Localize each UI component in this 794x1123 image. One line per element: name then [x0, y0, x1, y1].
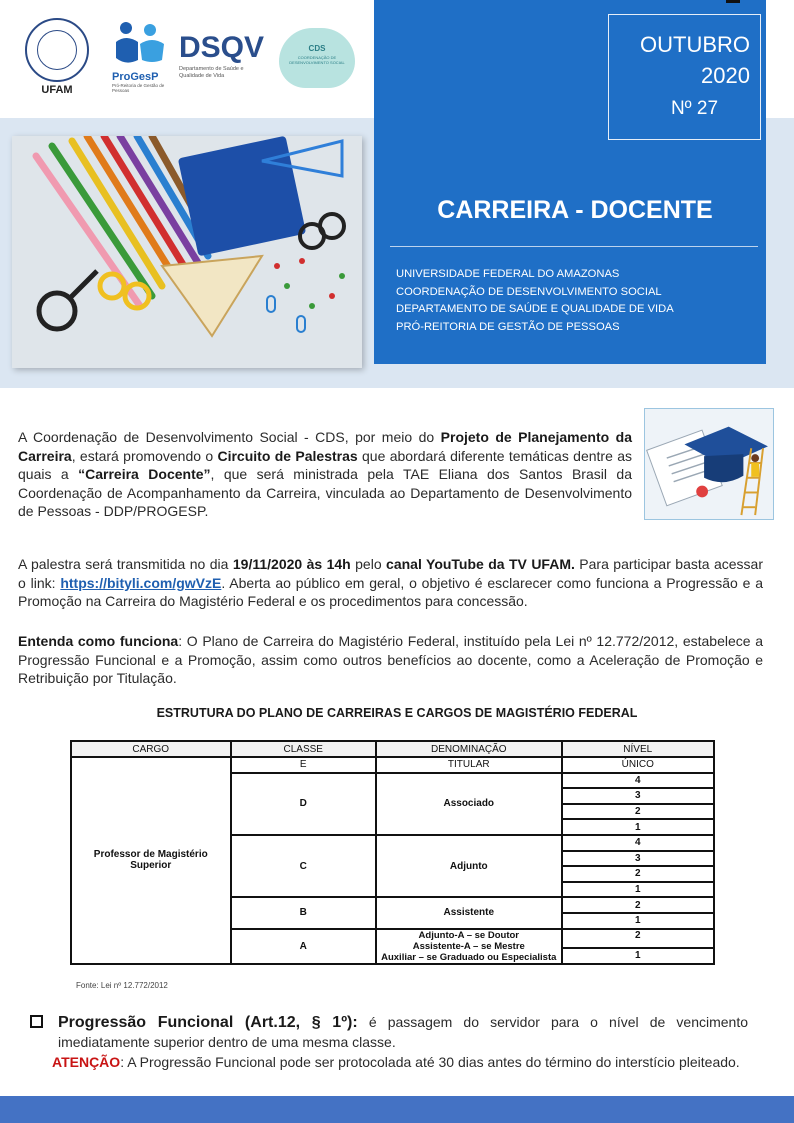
progression-bullet	[30, 1013, 748, 1051]
attention-label: ATENÇÃO	[52, 1054, 121, 1070]
denominacao-cell: Adjunto	[376, 835, 562, 897]
header-nivel: NÍVEL	[562, 741, 714, 757]
nivel-cell: 4	[562, 835, 714, 851]
intro-paragraph	[18, 428, 632, 521]
nivel-cell: 1	[562, 948, 714, 964]
denominacao-line: Adjunto-A – se Doutor	[418, 929, 519, 941]
lecture-channel: canal YouTube da TV UFAM.	[386, 556, 575, 572]
classe-cell: B	[231, 897, 377, 928]
intro-text: A Coordenação de Desenvolvimento Social - CDS, por meio do	[18, 429, 441, 445]
issue-month: OUTUBRO	[640, 32, 750, 57]
denominacao-cell	[376, 929, 562, 964]
header-cargo: CARGO	[71, 741, 231, 757]
table-source: Fonte: Lei nº 12.772/2012	[76, 981, 168, 990]
nivel-cell: 1	[562, 882, 714, 898]
progesp-people-icon	[112, 20, 168, 66]
lecture-text: Para participar basta acessar o link:	[18, 556, 763, 591]
lecture-paragraph	[18, 555, 763, 611]
footer-bar	[0, 1096, 794, 1123]
dsqv-label: DSQV	[179, 31, 265, 64]
nivel-cell: 2	[562, 897, 714, 913]
ufam-seal-icon	[25, 18, 89, 82]
table-header-row	[71, 741, 714, 757]
table-title: ESTRUTURA DO PLANO DE CARREIRAS E CARGOS DE MAGISTÉRIO FEDERAL	[156, 706, 638, 720]
explanation-paragraph	[18, 632, 763, 688]
dsqv-subtitle: Departamento de Saúde e Qualidade de Vida	[179, 66, 244, 79]
nivel-cell: 2	[562, 929, 714, 948]
title-divider	[390, 246, 758, 247]
classe-cell: C	[231, 835, 377, 897]
org-line: DEPARTAMENTO DE SAÚDE E QUALIDADE DE VIDA	[396, 303, 674, 315]
ufam-label: UFAM	[41, 84, 73, 96]
denominacao-cell: Associado	[376, 773, 562, 835]
denominacao-cell: TITULAR	[376, 757, 562, 773]
classe-cell: A	[231, 929, 377, 964]
cargo-cell: Professor de Magistério Superior	[71, 757, 231, 964]
nivel-cell: 2	[562, 804, 714, 820]
career-structure-table	[70, 740, 715, 965]
denominacao-line: Auxiliar – se Graduado ou Especialista	[381, 951, 557, 963]
org-line: COORDENAÇÃO DE DESENVOLVIMENTO SOCIAL	[396, 285, 662, 298]
progesp-label: ProGesP	[112, 71, 159, 83]
newsletter-title: CARREIRA - DOCENTE	[437, 196, 713, 224]
dsqv-logo	[179, 33, 264, 80]
org-line: UNIVERSIDADE FEDERAL DO AMAZONAS	[396, 268, 620, 280]
checkbox-bullet-icon	[30, 1015, 43, 1028]
classe-cell: D	[231, 773, 377, 835]
issue-box	[608, 14, 761, 140]
school-supplies-photo	[12, 136, 362, 368]
attention-text: : A Progressão Funcional pode ser protocolada até 30 dias antes do término do interstício pleiteado.	[120, 1054, 740, 1070]
intro-lecture-name: “Carreira Docente”	[78, 466, 211, 483]
lecture-link[interactable]: https://bityli.com/gwVzE	[60, 574, 222, 591]
explanation-heading: Entenda como funciona	[18, 633, 179, 649]
cds-logo	[279, 28, 355, 88]
table-row	[71, 757, 714, 773]
intro-circuit-name: Circuito de Palestras	[217, 447, 358, 464]
graduation-cap-illustration	[644, 408, 774, 520]
attention-note	[18, 1053, 749, 1072]
cds-subtitle: COORDENAÇÃO DE DESENVOLVIMENTO SOCIAL	[289, 55, 345, 65]
progesp-logo	[112, 20, 176, 93]
header-denominacao: DENOMINAÇÃO	[376, 741, 562, 757]
nivel-cell: 4	[562, 773, 714, 789]
classe-cell: E	[231, 757, 377, 773]
progression-text: é passagem do servidor para o nível de vencimento imediatamente superior dentro de uma mesma classe.	[58, 1014, 749, 1050]
organization-list	[396, 266, 674, 336]
nivel-cell: 1	[562, 913, 714, 929]
nivel-cell: 2	[562, 866, 714, 882]
nivel-cell: 3	[562, 788, 714, 804]
intro-project-name: Projeto de Planejamento da Carreira	[18, 429, 632, 464]
org-line: PRÓ-REITORIA DE GESTÃO DE PESSOAS	[396, 320, 620, 333]
header-classe: CLASSE	[231, 741, 377, 757]
lecture-text: . Aberta ao público em geral, o objetivo é esclarecer como funciona a Progressão e a Promoção na Carreira do Magistério Federal e os procedimentos para concessão.	[18, 574, 764, 610]
logo-strip	[0, 0, 374, 118]
issue-number: Nº 27	[670, 98, 719, 119]
lecture-text: A palestra será transmitida no dia	[18, 556, 233, 572]
lecture-text: pelo	[350, 556, 387, 572]
ufam-logo	[22, 18, 92, 96]
denominacao-line: Assistente-A – se Mestre	[412, 940, 525, 952]
lecture-date: 19/11/2020 às 14h	[232, 556, 351, 572]
denominacao-cell: Assistente	[376, 897, 562, 928]
nivel-cell: 3	[562, 851, 714, 867]
intro-text: , estará promovendo o	[71, 447, 218, 464]
intro-text: , que será ministrada pela TAE Eliana dos Santos Brasil da Coordenação de Acompanhamento da Carreira, vinculada ao Departamento de Desenvolvimento de Pessoas - DDP/PROGESP.	[18, 466, 632, 520]
progesp-subtitle: Pró-Reitoria de Gestão de Pessoas	[112, 83, 165, 93]
corner-mark	[726, 0, 740, 3]
progression-heading: Progressão Funcional (Art.12, § 1º):	[58, 1014, 358, 1031]
nivel-cell: 1	[562, 819, 714, 835]
cds-label: CDS	[308, 44, 326, 53]
explanation-text: : O Plano de Carreira do Magistério Federal, instituído pela Lei nº 12.772/2012, estabelece a Progressão Funcional e a Promoção, assim como outros benefícios ao docente, como a Aceleração de Promoção e Retribuição por Titulação.	[18, 633, 763, 687]
nivel-cell: ÚNICO	[562, 757, 714, 773]
progression-text-block	[58, 1013, 748, 1051]
intro-text: que abordará diferente temáticas dentre as quais a	[18, 447, 632, 483]
issue-year: 2020	[701, 63, 750, 88]
